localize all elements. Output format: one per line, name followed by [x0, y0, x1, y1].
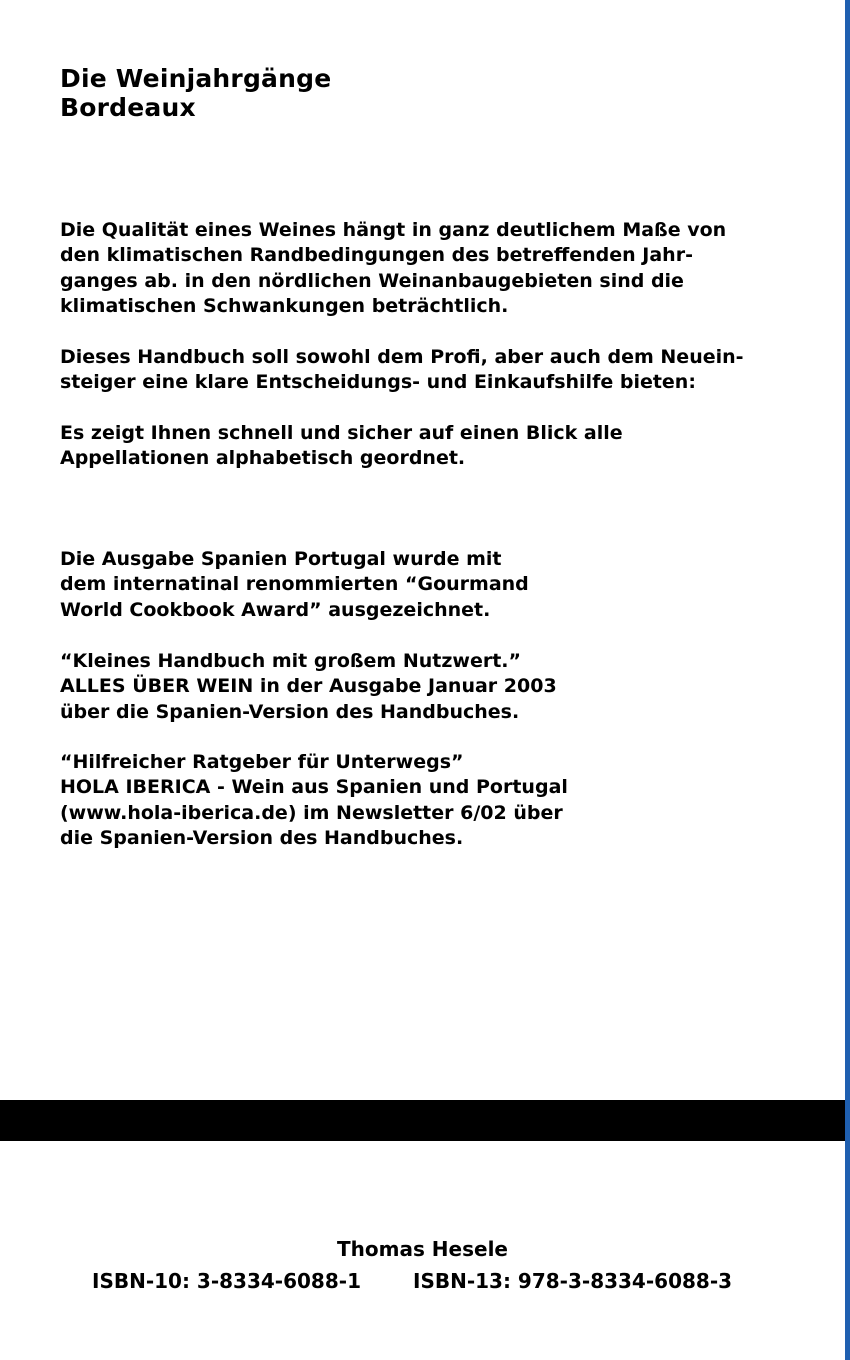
quote-line: ALLES ÜBER WEIN in der Ausgabe Januar 2003 [60, 675, 557, 698]
handbook-paragraph [60, 345, 800, 396]
black-divider-band [0, 1100, 845, 1141]
quote-line: “Kleines Handbuch mit großem Nutzwert.” [60, 650, 522, 672]
handbook-line: Dieses Handbuch soll sowohl dem Profi, aber auch dem Neuein- [60, 346, 744, 368]
quote-alles-ueber-wein [60, 649, 800, 725]
award-line: Die Ausgabe Spanien Portugal wurde mit [60, 548, 502, 570]
overview-paragraph [60, 421, 800, 472]
author-name: Thomas Hesele [336, 1237, 508, 1261]
intro-line: Die Qualität eines Weines hängt in ganz deutlichem Maße von [60, 219, 727, 241]
title-line-2: Bordeaux [60, 93, 196, 122]
award-line: World Cookbook Award” ausgezeichnet. [60, 598, 491, 621]
page-title [60, 64, 331, 122]
isbn-13: ISBN-13: 978-3-8334-6088-3 [413, 1269, 733, 1293]
quote-line: HOLA IBERICA - Wein aus Spanien und Portugal [60, 776, 568, 799]
intro-line: klimatischen Schwankungen beträchtlich. [60, 295, 509, 318]
quote-hola-iberica [60, 750, 800, 852]
handbook-line: steiger eine klare Entscheidungs- und Einkaufshilfe bieten: [60, 371, 696, 394]
title-line-1: Die Weinjahrgänge [60, 64, 332, 93]
isbn-10: ISBN-10: 3-8334-6088-1 [92, 1269, 361, 1293]
overview-line: Es zeigt Ihnen schnell und sicher auf einen Blick alle [60, 422, 623, 444]
award-line: dem internatinal renommierten “Gourmand [60, 573, 529, 596]
intro-line: ganges ab. in den nördlichen Weinanbaugebieten sind die [60, 269, 684, 292]
quote-line: (www.hola-iberica.de) im Newsletter 6/02 über [60, 801, 563, 824]
award-paragraph [60, 547, 800, 623]
overview-line: Appellationen alphabetisch geordnet. [60, 447, 466, 470]
quote-line: über die Spanien-Version des Handbuches. [60, 700, 520, 723]
quote-line: “Hilfreicher Ratgeber für Unterwegs” [60, 751, 464, 773]
intro-line: den klimatischen Randbedingungen des betreffenden Jahr- [60, 244, 693, 267]
quote-line: die Spanien-Version des Handbuches. [60, 827, 464, 850]
blue-spine-edge [845, 0, 850, 1360]
intro-paragraph [60, 218, 800, 320]
